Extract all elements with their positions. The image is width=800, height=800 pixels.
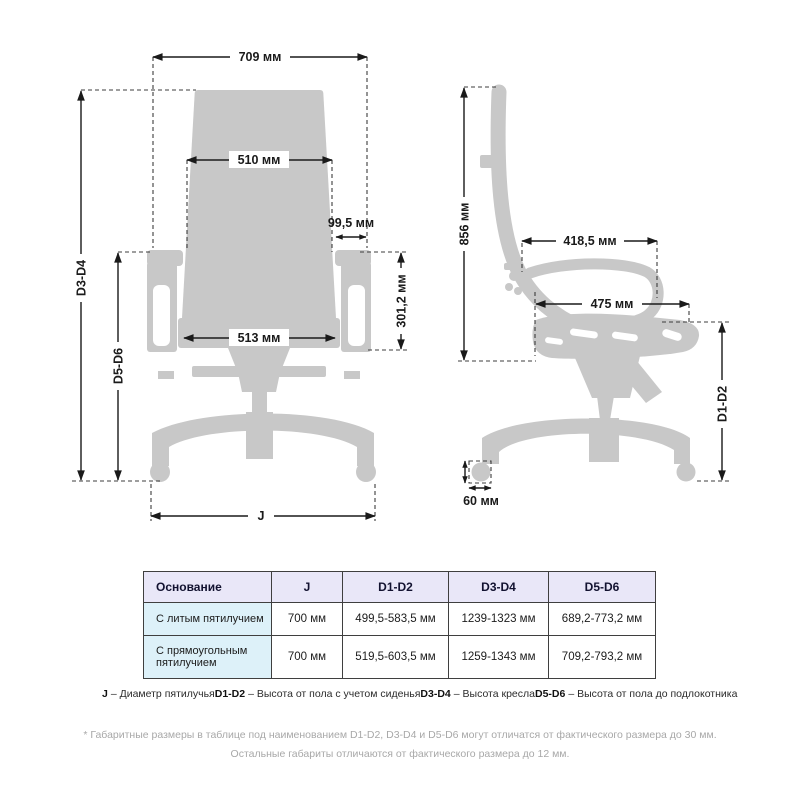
- legend-item-d3d4: [420, 688, 535, 700]
- legend-term: D1-D2: [214, 688, 246, 700]
- chair-front-view-silhouette: [147, 90, 376, 482]
- dim-label-caster-size: 60 мм: [463, 494, 499, 508]
- legend-description: – Высота от пола с учетом сиденья: [248, 688, 421, 700]
- legend-item-d5d6: [535, 688, 737, 700]
- dim-label-chair-height: D3-D4: [74, 259, 89, 297]
- table-cell-base: С прямоугольным пятилучием: [144, 636, 272, 679]
- table-cell-d3d4: 1259-1343 мм: [449, 636, 549, 679]
- legend-term: J: [102, 688, 108, 700]
- footnote-line-2: Остальные габариты отличаются от фактического размера до 12 мм.: [230, 747, 570, 760]
- table-header-base: Основание: [144, 572, 272, 603]
- legend-term: D5-D6: [535, 688, 566, 700]
- dim-label-seat-width: 513 мм: [237, 331, 281, 345]
- table-cell-d5d6: 689,2-773,2 мм: [549, 603, 656, 636]
- table-cell-d5d6: 709,2-793,2 мм: [549, 636, 656, 679]
- table-cell-j: 700 мм: [272, 603, 343, 636]
- dim-label-overall-width: 709 мм: [238, 50, 282, 64]
- legend-description: – Высота кресла: [453, 688, 535, 700]
- table-header-d5d6: D5-D6: [549, 572, 656, 603]
- table-header-d1d2: D1-D2: [343, 572, 449, 603]
- legend-description: – Диаметр пятилучья: [110, 688, 215, 700]
- legend-item-d1d2: [215, 688, 421, 700]
- dim-label-armrest-depth: 418,5 мм: [563, 234, 617, 248]
- table-cell-j: 700 мм: [272, 636, 343, 679]
- table-cell-d3d4: 1239-1323 мм: [449, 603, 549, 636]
- dimensions-table: [143, 571, 656, 679]
- legend-term: D3-D4: [420, 688, 451, 700]
- footnote-line-1: * Габаритные размеры в таблице под наименованием D1-D2, D3-D4 и D5-D6 могут отличатся от фактического размера до 30 мм.: [83, 729, 717, 741]
- table-cell-base: С литым пятилучием: [144, 603, 272, 636]
- dim-label-seat-depth: 475 мм: [590, 297, 634, 311]
- footnotes: [0, 726, 800, 763]
- table-header-d3d4: D3-D4: [449, 572, 549, 603]
- table-header-row: [144, 572, 656, 603]
- table-row: [144, 636, 656, 679]
- dimension-legend: [102, 688, 738, 700]
- table-cell-d1d2: 499,5-583,5 мм: [343, 603, 449, 636]
- dim-label-floor-to-seat: D1-D2: [715, 385, 730, 423]
- table-cell-d1d2: 519,5-603,5 мм: [343, 636, 449, 679]
- dim-label-armrest-height: 301,2 мм: [394, 274, 409, 328]
- table-row: [144, 603, 656, 636]
- dim-label-backrest-width: 510 мм: [237, 153, 281, 167]
- legend-description: – Высота от пола до подлокотника: [568, 688, 738, 700]
- dim-label-armrest-offset: 99,5 мм: [327, 216, 375, 230]
- chair-side-view-silhouette: [472, 92, 700, 482]
- dim-label-base-diameter: J: [257, 509, 265, 523]
- table-header-j: J: [272, 572, 343, 603]
- dim-label-floor-to-armrest: D5-D6: [111, 347, 126, 385]
- legend-item-j: [102, 688, 215, 700]
- dim-label-backrest-height: 856 мм: [457, 202, 472, 246]
